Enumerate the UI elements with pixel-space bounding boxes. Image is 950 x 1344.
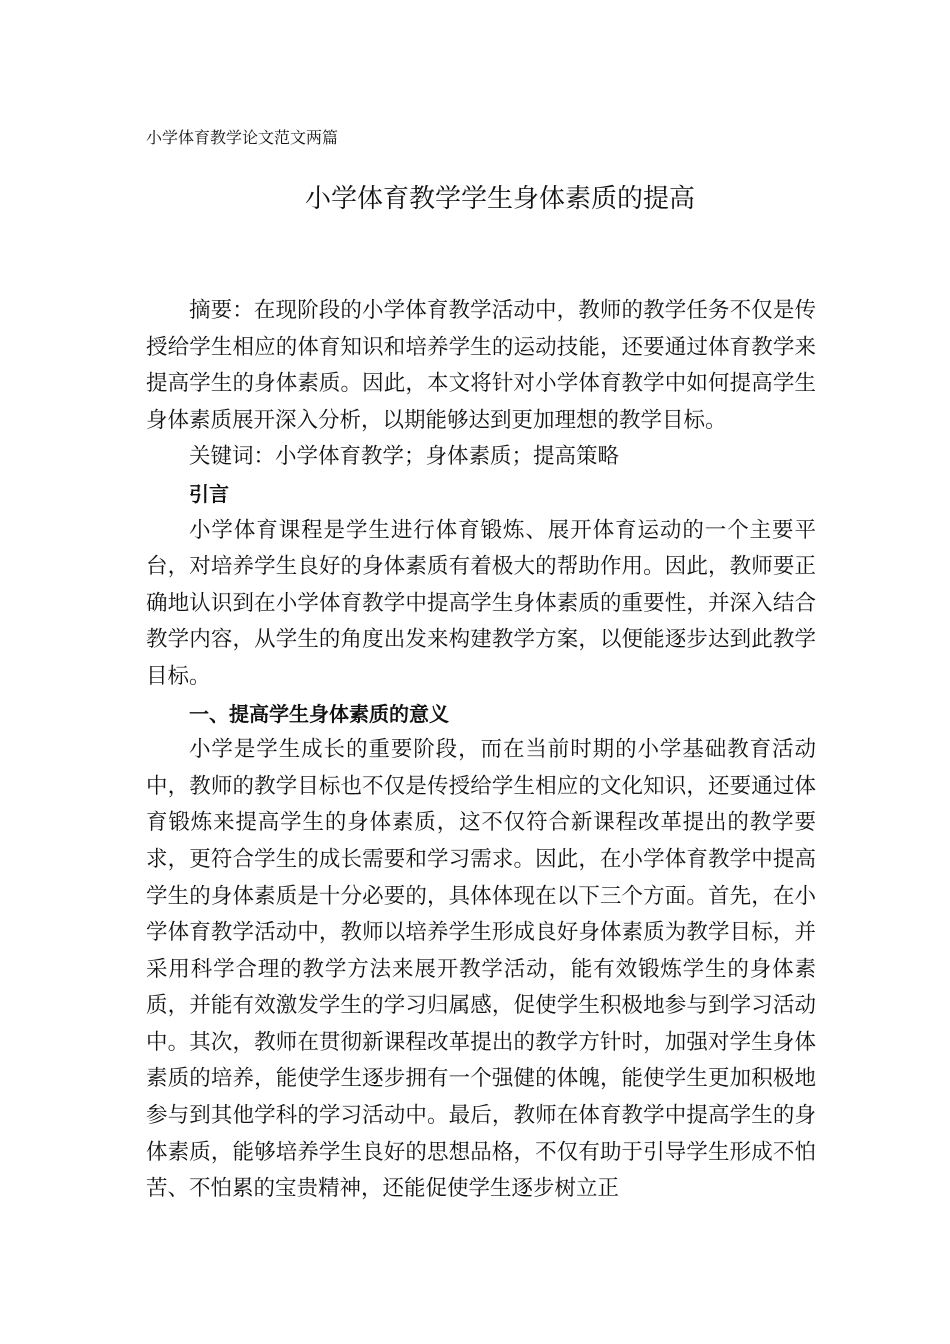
keywords-line: 关键词：小学体育教学；身体素质；提高策略 <box>189 444 620 470</box>
document-header: 小学体育教学论文范文两篇 <box>146 128 339 147</box>
section-1-heading: 一、提高学生身体素质的意义 <box>189 701 449 726</box>
document-body <box>146 293 816 1208</box>
abstract-paragraph: 摘要：在现阶段的小学体育教学活动中，教师的教学任务不仅是传授给学生相应的体育知识和培养学生的运动技能，还要通过体育教学来提高学生的身体素质。因此，本文将针对小学体育教学中如何提高学生身体素质展开深入分析，以期能够达到更加理想的教学目标。 <box>146 298 816 433</box>
intro-heading: 引言 <box>189 481 229 506</box>
intro-paragraph: 小学体育课程是学生进行体育锻炼、展开体育运动的一个主要平台，对培养学生良好的身体素质有着极大的帮助作用。因此，教师要正确地认识到在小学体育教学中提高学生身体素质的重要性，并深入结合教学内容，从学生的角度出发来构建教学方案，以便能逐步达到此教学目标。 <box>146 517 816 689</box>
section-1-paragraph: 小学是学生成长的重要阶段，而在当前时期的小学基础教育活动中，教师的教学目标也不仅是传授给学生相应的文化知识，还要通过体育锻炼来提高学生的身体素质，这不仅符合新课程改革提出的教学要求，更符合学生的成长需要和学习需求。因此，在小学体育教学中提高学生的身体素质是十分必要的，具体体现在以下三个方面。首先，在小学体育教学活动中，教师以培养学生形成良好身体素质为教学目标，并采用科学合理的教学方法来展开教学活动，能有效锻炼学生的身体素质，并能有效激发学生的学习归属感，促使学生积极地参与到学习活动中。其次，教师在贯彻新课程改革提出的教学方针时，加强对学生身体素质的培养，能使学生逐步拥有一个强健的体魄，能使学生更加积极地参与到其他学科的学习活动中。最后，教师在体育教学中提高学生的身体素质，能够培养学生良好的思想品格，不仅有助于引导学生形成不怕苦、不怕累的宝贵精神，还能促使学生逐步树立正 <box>146 737 816 1202</box>
document-title: 小学体育教学学生身体素质的提高 <box>304 184 695 214</box>
